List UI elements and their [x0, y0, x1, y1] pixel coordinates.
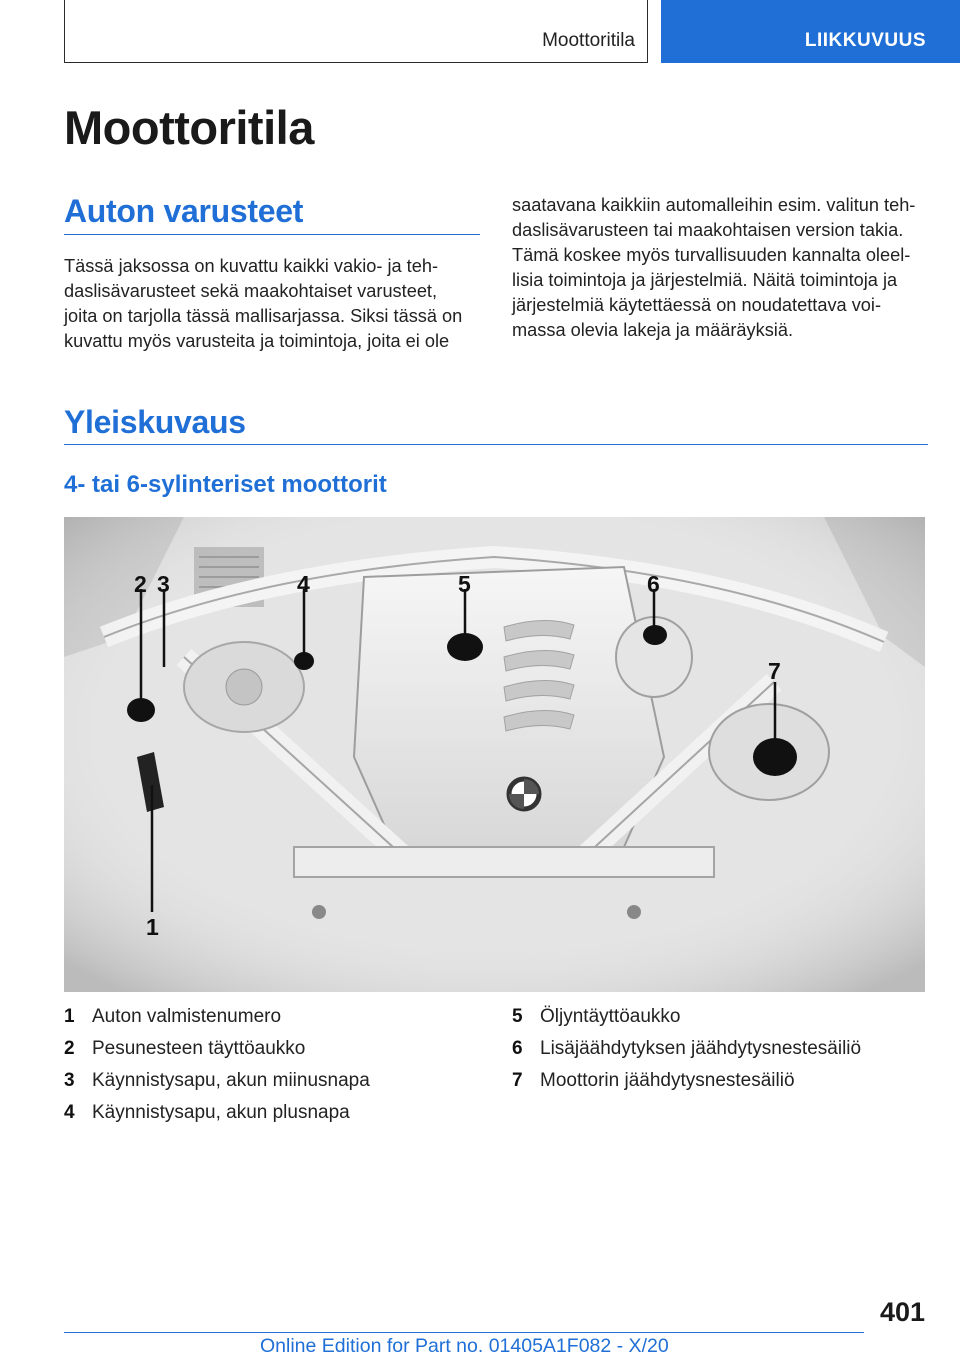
- callout-5: 5: [458, 571, 471, 597]
- legend-label: Moottorin jäähdytysnestesäiliö: [540, 1070, 795, 1091]
- text-line: daslisävarusteet sekä maakohtaiset varusteet,: [64, 281, 438, 301]
- subsection-heading: 4- tai 6-sylinteriset moottorit: [64, 471, 387, 498]
- page-title: Moottoritila: [64, 101, 314, 154]
- text-line: Tämä koskee myös turvallisuuden kannalta oleel-: [512, 245, 911, 265]
- text-line: järjestelmiä käytettäessä on noudatettava voi-: [512, 295, 882, 315]
- legend-number: 3: [64, 1070, 75, 1091]
- callout-6: 6: [647, 571, 660, 597]
- text-line: kuvattu myös varusteita ja toimintoja, joita ei ole: [64, 331, 450, 351]
- legend-number: 6: [512, 1038, 523, 1059]
- footer-edition-text: Online Edition for Part no. 01405A1F082 - X/20: [260, 1335, 669, 1357]
- header-chapter-label: LIIKKUVUUS: [804, 30, 926, 51]
- header-chapter-tab[interactable]: [661, 0, 960, 63]
- legend-number: 1: [64, 1006, 75, 1027]
- legend-item: [512, 1006, 680, 1028]
- legend-number: 7: [512, 1070, 523, 1091]
- footer-rule: [64, 1332, 864, 1333]
- legend-item: [512, 1038, 861, 1060]
- legend-item: [64, 1006, 281, 1028]
- legend-number: 4: [64, 1102, 75, 1123]
- callout-1: 1: [146, 914, 159, 940]
- text-line: joita on tarjolla tässä mallisarjassa. Siksi tässä on: [64, 306, 463, 326]
- page-number: 401: [879, 1297, 925, 1327]
- header-section-label: Moottoritila: [542, 30, 635, 51]
- text-line: Tässä jaksossa on kuvattu kaikki vakio- ja teh-: [64, 256, 439, 276]
- legend-number: 5: [512, 1006, 523, 1027]
- text-line: lisia toimintoja ja järjestelmiä. Näitä toimintoja ja: [512, 270, 898, 290]
- section-rule: [64, 444, 928, 445]
- legend-item: [64, 1070, 370, 1092]
- intro-text-right: [512, 193, 915, 343]
- legend-label: Auton valmistenumero: [92, 1006, 282, 1027]
- callout-7: 7: [768, 658, 781, 684]
- intro-text-left: [64, 254, 462, 354]
- legend-label: Öljyntäyttöaukko: [540, 1006, 681, 1027]
- legend-number: 2: [64, 1038, 75, 1059]
- section-heading-yleiskuvaus: Yleiskuvaus: [64, 404, 246, 440]
- engine-bay-illustration: [64, 517, 925, 992]
- text-line: saatavana kaikkiin automalleihin esim. valitun teh-: [512, 195, 916, 215]
- callout-4: 4: [297, 571, 310, 597]
- legend-item: [64, 1102, 350, 1124]
- callout-3: 3: [157, 571, 170, 597]
- callout-2: 2: [134, 571, 147, 597]
- legend-label: Lisäjäähdytyksen jäähdytysnestesäiliö: [540, 1038, 862, 1059]
- section-rule: [64, 234, 480, 235]
- text-line: daslisävarusteen tai maakohtaisen version takia.: [512, 220, 904, 240]
- legend-label: Käynnistysapu, akun miinusnapa: [92, 1070, 370, 1091]
- legend-item: [64, 1038, 305, 1060]
- legend-label: Käynnistysapu, akun plusnapa: [92, 1102, 350, 1123]
- header-section-tab: [64, 0, 648, 63]
- legend-item: [512, 1070, 795, 1092]
- text-line: massa olevia lakeja ja määräyksiä.: [512, 320, 794, 340]
- legend-label: Pesunesteen täyttöaukko: [92, 1038, 306, 1059]
- section-heading-auton-varusteet: Auton varusteet: [64, 193, 304, 229]
